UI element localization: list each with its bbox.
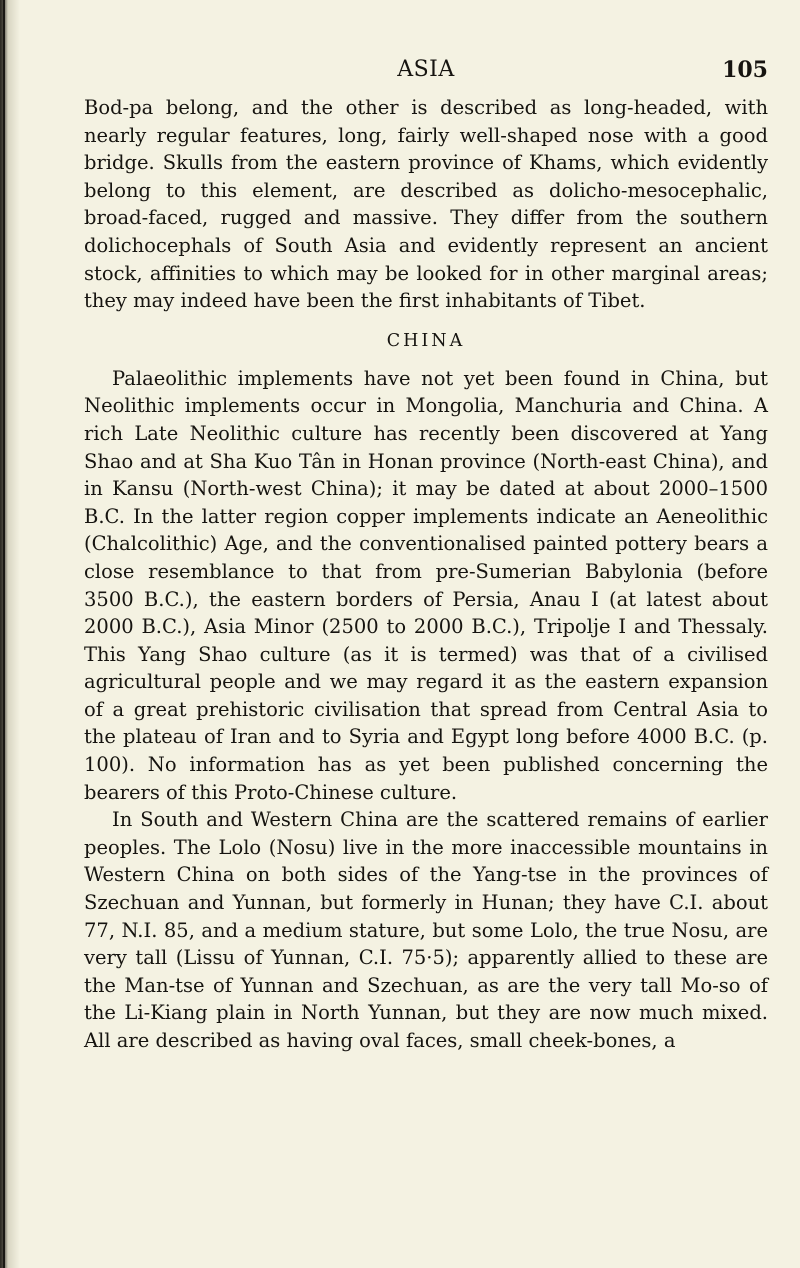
page-number: 105 — [722, 57, 768, 83]
page-header — [84, 52, 768, 88]
body-paragraph: Palaeolithic implements have not yet been found in China, but Neolithic implements occur in Mongolia, Manchuria and China. A rich Late Neolithic culture has recently been discovered at Yang Shao and at Sha Kuo Tân in Honan province (North-east China), and in Kansu (North-west China); it may be dated at about 2000–1500 B.C. In the latter region copper implements indicate an Aeneolithic (Chalcolithic) Age, and the conventionalised painted pottery bears a close resemblance to that from pre-Sumerian Babylonia (before 3500 B.C.), the eastern borders of Persia, Anau I (at latest about 2000 B.C.), Asia Minor (2500 to 2000 B.C.), Tripolje I and Thessaly. This Yang Shao culture (as it is termed) was that of a civilised agricultural people and we may regard it as the eastern expansion of a great prehistoric civilisation that spread from Central Asia to the plateau of Iran and to Syria and Egypt long before 4000 B.C. (p. 100). No information has as yet been published concerning the bearers of this Proto-Chinese culture. — [84, 366, 768, 804]
section-heading: CHINA — [386, 330, 466, 351]
body-paragraph-continuation: Bod-pa belong, and the other is described as long-headed, with nearly regular features, long, fairly well-shaped nose with a good bridge. Skulls from the eastern province of Khams, which evidently belong to this element, are described as dolicho-mesocephalic, broad-faced, rugged and massive. They differ from the southern dolichocephals of South Asia and evidently represent an ancient stock, affinities to which may be looked for in other marginal areas; they may indeed have been the first inhabitants of Tibet. — [84, 96, 768, 313]
page-body — [84, 94, 768, 1055]
body-paragraph: In South and Western China are the scattered remains of earlier peoples. The Lolo (Nosu) live in the more inaccessible mountains in Western China on both sides of the Yang-tse in the provinces of Szechuan and Yunnan, but formerly in Hunan; they have C.I. about 77, N.I. 85, and a medium stature, but some Lolo, the true Nosu, are very tall (Lissu of Yunnan, C.I. 75·5); apparently allied to these are the Man-tse of Yunnan and Szechuan, as are the very tall Mo-so of the Li-Kiang plain in North Yunnan, but they are now much mixed. All are described as having oval faces, small cheek-bones, a — [84, 808, 768, 1052]
running-title: ASIA — [397, 57, 455, 82]
book-spine-edge — [3, 0, 5, 1268]
